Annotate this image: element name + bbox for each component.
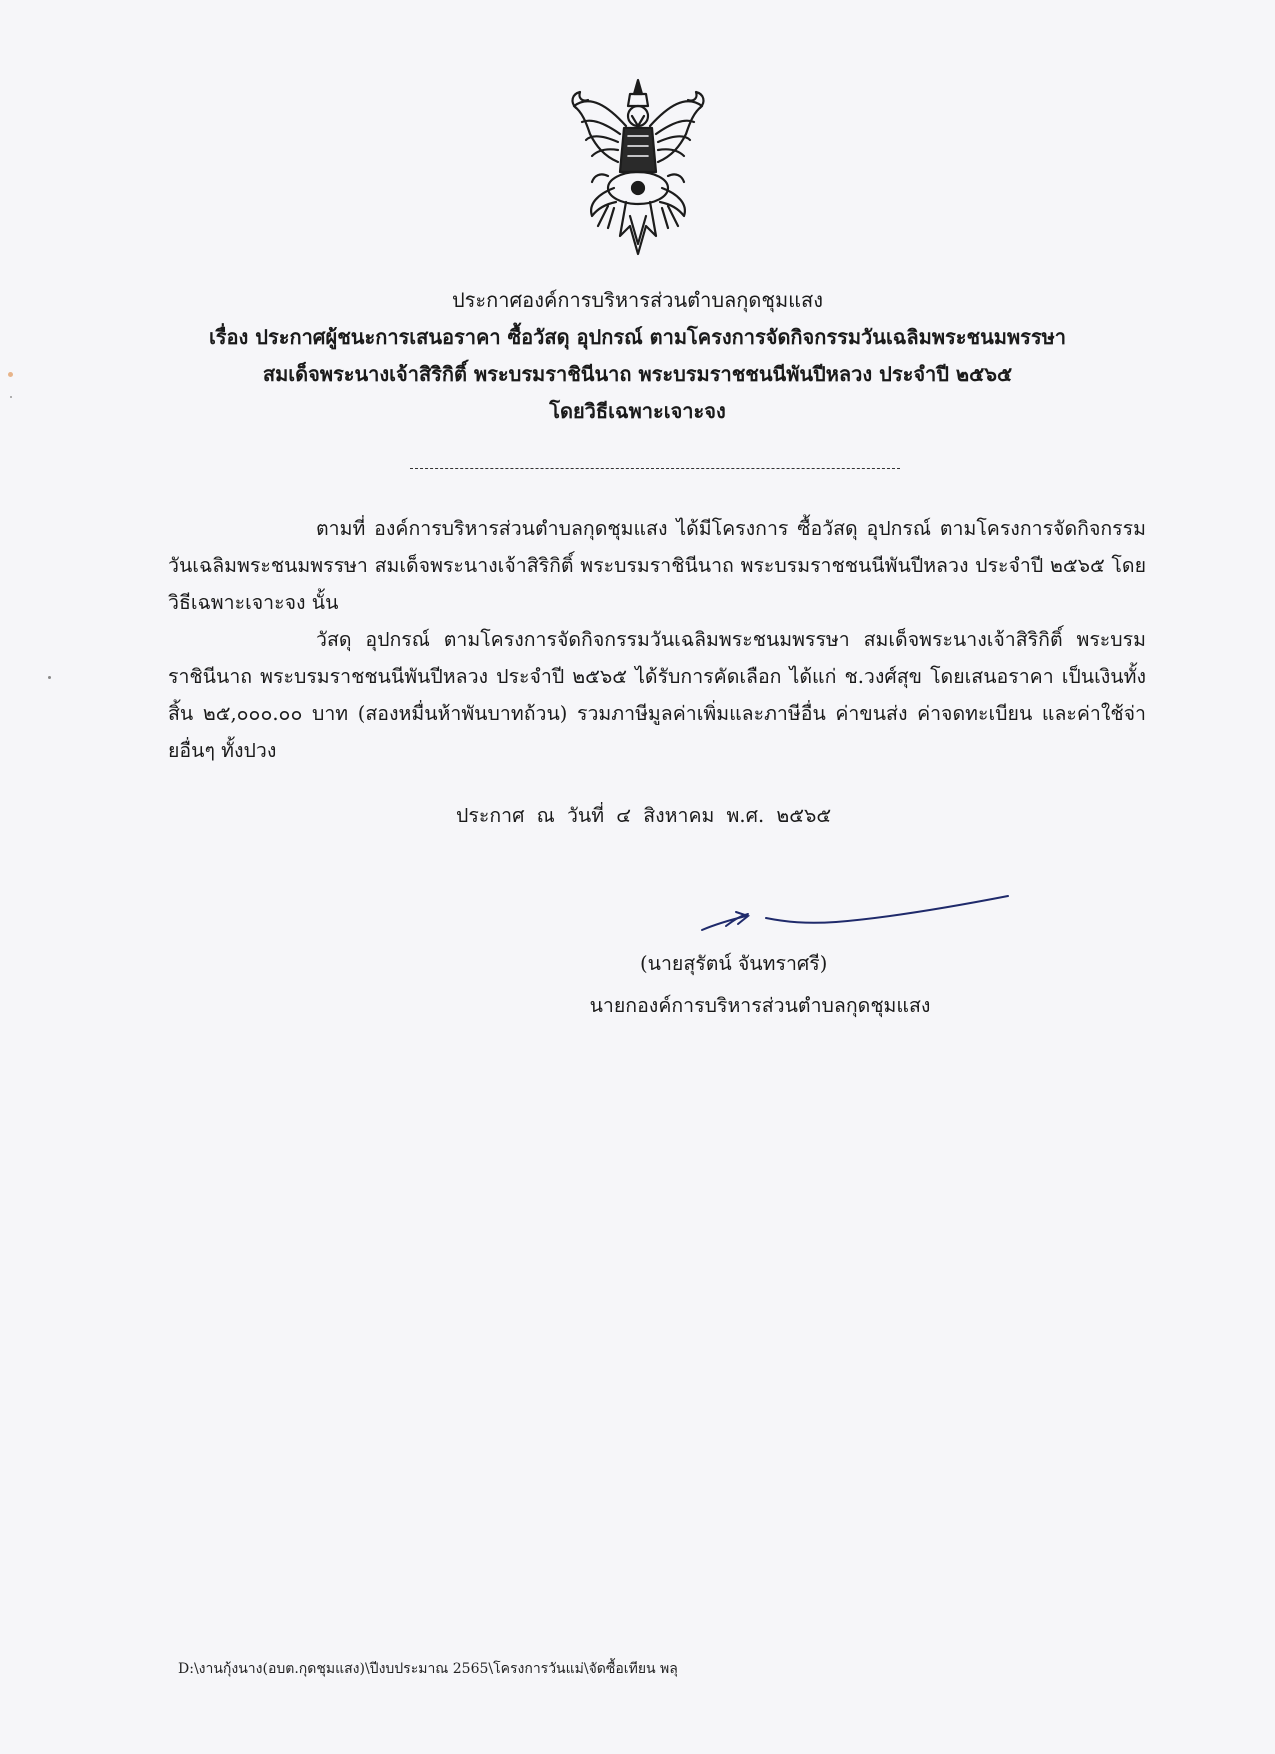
footer-file-path: D:\งานกุ้งนาง(อบต.กุดชุมแสง)\ปีงบประมาณ 2565\โครงการวันแม่\จัดซื้อเทียน พลุ [178, 1661, 678, 1677]
scan-speck [8, 372, 13, 377]
signer-title: นายกองค์การบริหารส่วนตำบลกุดชุมแสง [589, 994, 931, 1017]
document-body [168, 510, 1146, 769]
body-paragraph-2: วัสดุ อุปกรณ์ ตามโครงการจัดกิจกรรมวันเฉลิมพระชนมพรรษา สมเด็จพระนางเจ้าสิริกิติ์ พระบรมราชินีนาถ พระบรมราชชนนีพันปีหลวง ประจำปี ๒๕๖๕ ได้รับการคัดเลือก ได้แก่ ช.วงศ์สุข โดยเสนอราคา เป็นเงินทั้งสิ้น ๒๕,๐๐๐.๐๐ บาท (สองหมื่นห้าพันบาทถ้วน) รวมภาษีมูลค่าเพิ่มและภาษีอื่น ค่าขนส่ง ค่าจดทะเบียน และค่าใช้จ่ายอื่นๆ ทั้งปวง [168, 628, 1146, 762]
signer-name: (นายสุรัตน์ จันทราศรี) [640, 952, 828, 975]
document-title [120, 282, 1155, 430]
scan-speck [10, 396, 12, 398]
announcement-date: ประกาศ ณ วันที่ ๔ สิงหาคม พ.ศ. ๒๕๖๕ [456, 804, 832, 827]
title-subject: เรื่อง ประกาศผู้ชนะการเสนอราคา ซื้อวัสดุ อุปกรณ์ ตามโครงการจัดกิจกรรมวันเฉลิมพระชนมพรรษา [208, 325, 1067, 349]
title-subject-continued: สมเด็จพระนางเจ้าสิริกิติ์ พระบรมราชินีนาถ พระบรมราชชนนีพันปีหลวง ประจำปี ๒๕๖๕ [262, 362, 1013, 386]
garuda-emblem-icon [568, 76, 708, 266]
body-paragraph-1: ตามที่ องค์การบริหารส่วนตำบลกุดชุมแสง ได้มีโครงการ ซื้อวัสดุ อุปกรณ์ ตามโครงการจัดกิจกรรมวันเฉลิมพระชนมพรรษา สมเด็จพระนางเจ้าสิริกิติ์ พระบรมราชินีนาถ พระบรมราชชนนีพันปีหลวง ประจำปี ๒๕๖๕ โดยวิธีเฉพาะเจาะจง นั้น [168, 517, 1146, 614]
title-organization: ประกาศองค์การบริหารส่วนตำบลกุดชุมแสง [451, 288, 824, 312]
handwritten-signature-icon [696, 886, 1016, 940]
title-method: โดยวิธีเฉพาะเจาะจง [549, 399, 726, 423]
scan-speck [48, 676, 51, 679]
dashed-separator [410, 468, 900, 469]
